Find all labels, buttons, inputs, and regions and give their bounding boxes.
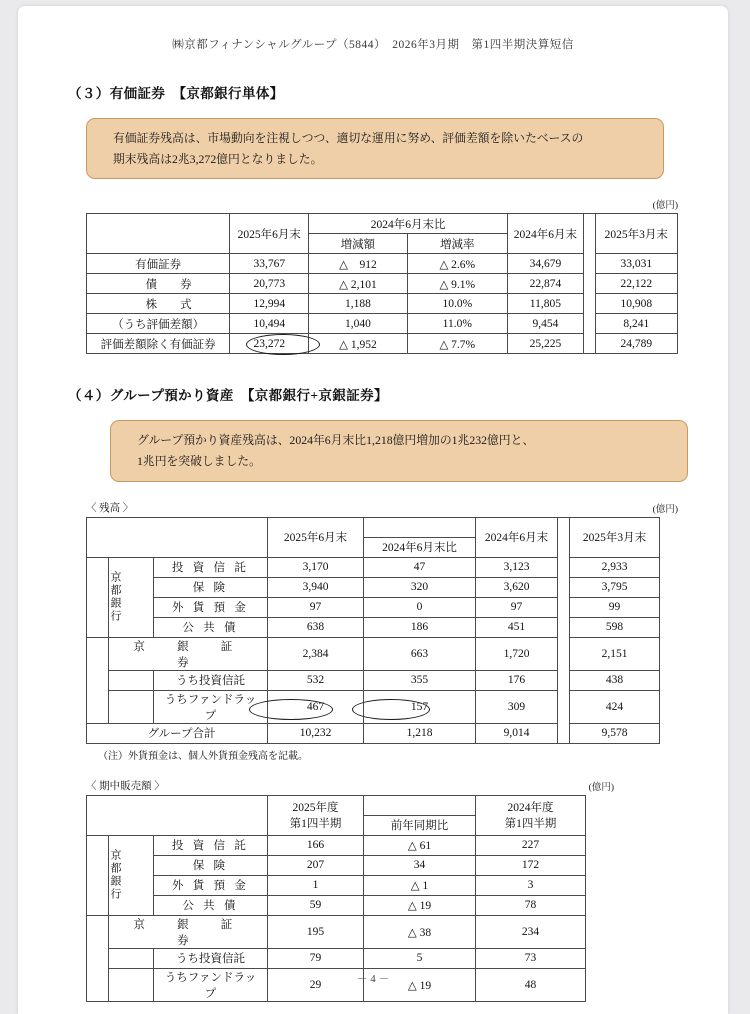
row-label: 保 険 [154,577,268,597]
row-label: 公 共 債 [154,895,268,915]
balance-table-block [86,500,678,762]
section-3-callout-line-2: 期末残高は2兆3,272億円となりました。 [113,151,323,166]
securities-col-2024: 2024年6月末 [508,214,584,254]
row-value-2025mar: 99 [570,597,660,617]
row-label: うち投資信託 [154,670,268,690]
row-change-amount: 1,040 [309,314,407,334]
table-row [87,855,586,875]
sales-col-2025 [268,795,364,835]
row-value-2025: 532 [268,670,364,690]
row-value-2024: 3 [476,875,586,895]
row-label: 株 式 [87,294,230,314]
row-label: 外 貨 預 金 [154,875,268,895]
row-change-amount: △ 2,101 [309,274,407,294]
row-change-amount: △ 912 [309,254,407,274]
sales-table-block [86,778,614,1002]
row-value-2024: 172 [476,855,586,875]
row-change-rate: 10.0% [407,294,508,314]
table-row [87,637,660,670]
section-4-title: （４）グループ預かり資産 【京都銀行+京銀証券】 [68,388,388,404]
balance-col-2024: 2024年6月末 [476,517,558,557]
table-row-total [87,723,660,743]
row-label: 債 券 [87,274,230,294]
row-value-2025mar: 424 [570,690,660,723]
row-value-2024: 25,225 [508,334,584,354]
row-value-2024: 97 [476,597,558,617]
row-change: 186 [364,617,476,637]
table-row [87,915,586,948]
row-value-2025: 59 [268,895,364,915]
row-change: 355 [364,670,476,690]
securities-col-change-rate: 増減率 [407,234,508,254]
row-value-2025mar: 598 [570,617,660,637]
row-value-2025: 207 [268,855,364,875]
section-3-title: （３）有価証券 【京都銀行単体】 [68,86,284,101]
row-change: 34 [364,855,476,875]
balance-group-label: 京都銀行 [109,571,121,624]
table-row [87,577,660,597]
balance-col-2025: 2025年6月末 [268,517,364,557]
row-label: 投 資 信 託 [154,557,268,577]
securities-col-2025: 2025年6月末 [230,214,309,254]
sales-unit-label: (億円) [588,782,614,793]
securities-unit-label: (億円) [652,201,678,212]
row-value-2025: 79 [268,948,364,968]
row-value-2025mar: 438 [570,670,660,690]
row-value-2025: 1 [268,875,364,895]
row-change: 1,218 [364,723,476,743]
sales-col-2024 [476,795,586,835]
table-row [87,670,660,690]
row-value-2025: 10,232 [268,723,364,743]
row-value-2024: 9,014 [476,723,558,743]
row-value-2025: 3,940 [268,577,364,597]
sales-caption: 〈 期中販売額 〉 [86,780,165,792]
row-label: 外 貨 預 金 [154,597,268,617]
row-value-2025: 97 [268,597,364,617]
sales-col-compare: 前年同期比 [364,815,476,835]
sales-col-2024-quarter: 第1四半期 [504,818,557,831]
section-3-callout-line-1: 有価証券残高は、市場動向を注視しつつ、適切な運用に努め、評価差額を除いたベースの [113,131,584,145]
balance-caption: 〈 残高 〉 [86,502,134,514]
balance-col-2025mar: 2025年3月末 [570,517,660,557]
row-change: 663 [364,637,476,670]
row-label: うちファンドラップ [154,690,268,723]
securities-table-block [86,197,678,354]
securities-header-row-1 [87,214,678,234]
row-label: 有価証券 [87,254,230,274]
row-value-2024: 11,805 [508,294,584,314]
row-value-2024: 451 [476,617,558,637]
row-value-2025mar: 24,789 [595,334,677,354]
row-value-2025: 20,773 [230,274,309,294]
row-change-rate: △ 9.1% [407,274,508,294]
row-label: グループ合計 [87,723,268,743]
sales-col-2024-year: 2024年度 [507,802,554,815]
row-value-2025mar: 3,795 [570,577,660,597]
sales-col-compare-top [364,795,476,815]
balance-unit-label: (億円) [652,504,678,515]
securities-col-change-amount: 増減額 [309,234,407,254]
row-change: 320 [364,577,476,597]
row-value-2025: 3,170 [268,557,364,577]
section-4-callout [110,420,688,481]
row-value-2025mar: 33,031 [595,254,677,274]
balance-table [86,517,660,744]
section-4-callout-line-2: 1兆円を突破しました。 [137,453,261,468]
row-value-2024: 22,874 [508,274,584,294]
table-row [87,948,586,968]
row-label: 投 資 信 託 [154,835,268,855]
securities-table [86,213,678,354]
row-value-2024: 227 [476,835,586,855]
row-label: 京 銀 証 券 [109,915,268,948]
row-change-amount: △ 1,952 [309,334,407,354]
row-value-2024: 3,620 [476,577,558,597]
balance-header-row-1 [87,517,660,537]
securities-col-2025mar: 2025年3月末 [595,214,677,254]
section-4-callout-line-1: グループ預かり資産残高は、2024年6月末比1,218億円増加の1兆232億円と、 [137,433,535,448]
sales-col-2025-quarter: 第1四半期 [289,818,342,831]
row-change-rate: 11.0% [407,314,508,334]
row-value-2025: 23,272 [230,334,309,354]
table-row [87,690,660,723]
row-change: △ 1 [364,875,476,895]
row-change-rate: △ 2.6% [407,254,508,274]
row-value-2024: 176 [476,670,558,690]
table-row [87,895,586,915]
table-row [87,835,586,855]
sales-group-label: 京都銀行 [109,849,121,902]
balance-col-compare: 2024年6月末比 [364,537,476,557]
row-label: 公 共 債 [154,617,268,637]
row-value-2025mar: 10,908 [595,294,677,314]
balance-note: （注）外貨預金は、個人外貨預金残高を記載。 [98,750,308,762]
row-value-2024: 34,679 [508,254,584,274]
row-change-rate: △ 7.7% [407,334,508,354]
row-value-2025: 2,384 [268,637,364,670]
row-value-2025: 12,994 [230,294,309,314]
page-number: － 4 － [356,973,390,985]
document-header: ㈱京都フィナンシャルグループ（5844） 2026年3月期 第1四半期決算短信 [172,39,574,51]
document-page [18,6,728,1014]
row-value-2025: 638 [268,617,364,637]
row-value-2025: 29 [268,968,364,1001]
row-label: うちファンドラップ [154,968,268,1001]
sales-col-2025-year: 2025年度 [292,802,339,815]
row-value-2025: 33,767 [230,254,309,274]
row-change: △ 19 [364,968,476,1001]
row-value-2025: 467 [268,690,364,723]
sales-header-row-1 [87,795,586,815]
row-value-2024: 309 [476,690,558,723]
row-change: △ 19 [364,895,476,915]
table-row [87,875,586,895]
table-row [87,617,660,637]
row-label: 京 銀 証 券 [109,637,268,670]
row-value-2024: 78 [476,895,586,915]
row-change: △ 61 [364,835,476,855]
row-value-2025mar: 8,241 [595,314,677,334]
table-row [87,557,660,577]
row-value-2025: 166 [268,835,364,855]
row-label: 評価差額除く有価証券 [87,334,230,354]
section-3-callout [86,118,664,179]
row-change-amount: 1,188 [309,294,407,314]
row-value-2024: 73 [476,948,586,968]
row-value-2025: 195 [268,915,364,948]
row-value-2024: 234 [476,915,586,948]
row-change: △ 38 [364,915,476,948]
row-value-2025mar: 2,151 [570,637,660,670]
row-value-2025mar: 22,122 [595,274,677,294]
row-value-2025mar: 2,933 [570,557,660,577]
row-label: （うち評価差額） [87,314,230,334]
securities-col-compare-group: 2024年6月末比 [309,214,508,234]
row-value-2025mar: 9,578 [570,723,660,743]
row-change: 47 [364,557,476,577]
row-change: 5 [364,948,476,968]
row-label: うち投資信託 [154,948,268,968]
row-value-2024: 9,454 [508,314,584,334]
row-change: 157 [364,690,476,723]
balance-col-compare-top [364,517,476,537]
row-value-2025: 10,494 [230,314,309,334]
row-value-2024: 48 [476,968,586,1001]
table-row [87,597,660,617]
row-value-2024: 1,720 [476,637,558,670]
row-value-2024: 3,123 [476,557,558,577]
row-label: 保 険 [154,855,268,875]
row-change: 0 [364,597,476,617]
